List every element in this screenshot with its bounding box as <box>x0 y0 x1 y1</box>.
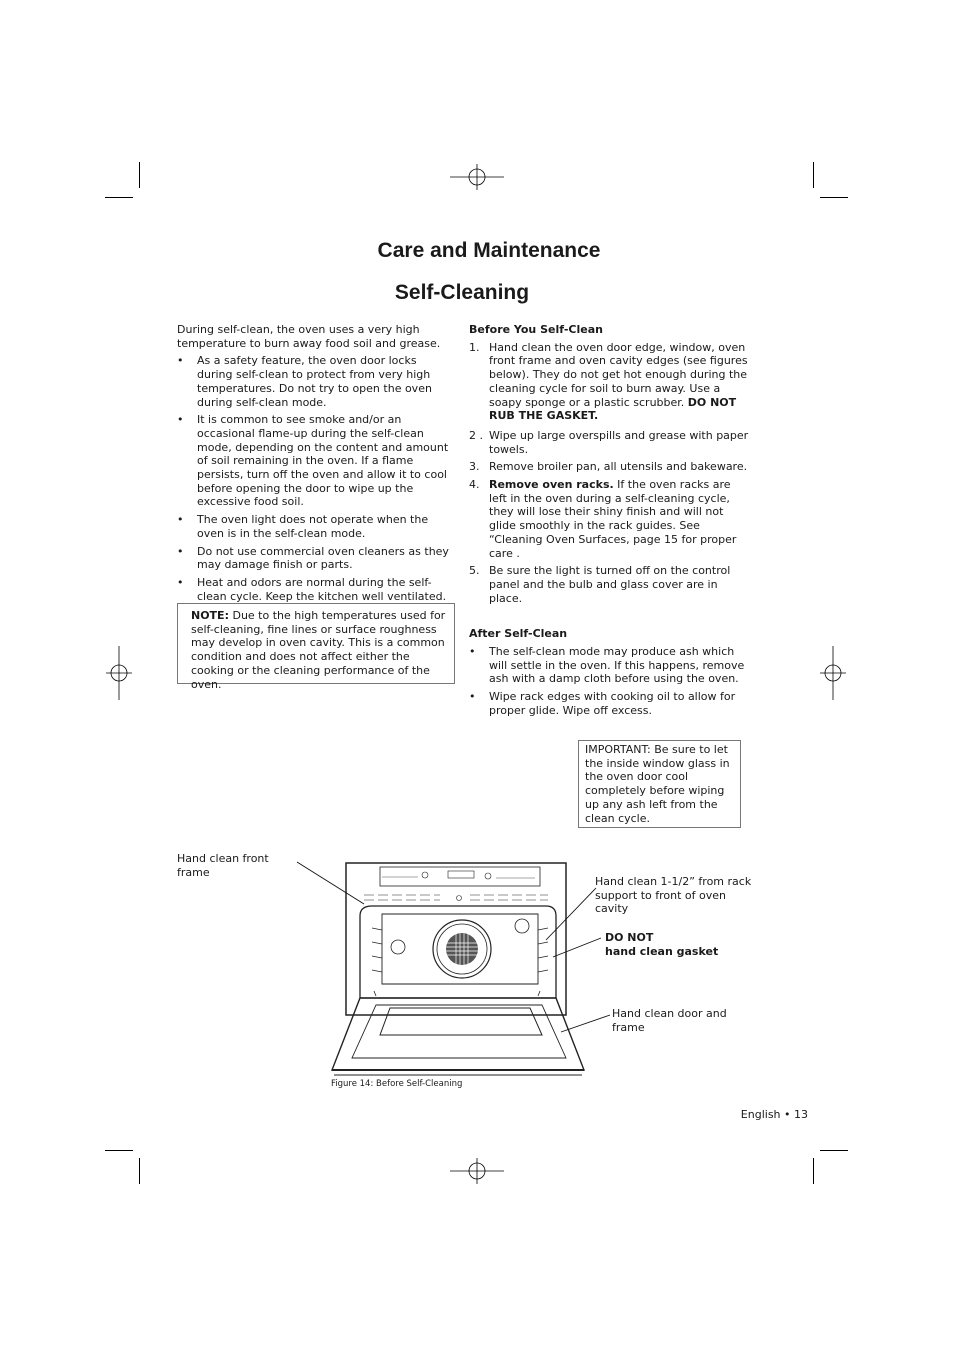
after-heading: After Self-Clean <box>469 627 568 641</box>
note-label: NOTE: <box>191 609 229 622</box>
note-text: Due to the high temperatures used for self-cleaning, fine lines or surface roughness may develop in oven cavity. This is a common condition and does not affect either the cooking or the cleaning performance of the oven. <box>191 609 446 691</box>
item-number: 5. <box>469 564 480 578</box>
label-rack-support: Hand clean 1-1/2” from rack support to front of oven cavity <box>595 875 752 916</box>
label-door-frame: Hand clean door and frame <box>612 1007 727 1034</box>
page-title: Care and Maintenance <box>377 239 601 262</box>
item-text: Wipe up large overspills and grease with paper towels. <box>489 428 749 456</box>
intro-paragraph: During self-clean, the oven uses a very high temperature to burn away food soil and grease. <box>177 323 441 350</box>
label-gasket-line-2: hand clean gasket <box>605 944 719 958</box>
item-warning: DO NOT RUB THE GASKET. <box>489 395 737 423</box>
list-item: • The self-clean mode may produce ash which will settle in the oven. If this happens, remove ash with a damp cloth before using the oven. <box>469 645 751 686</box>
item-text: Remove broiler pan, all utensils and bakeware. <box>489 460 748 474</box>
before-heading: Before You Self-Clean <box>469 323 603 336</box>
item-text: If the oven racks are left in the oven during a self-cleaning cycle, they will lose their shiny finish and will not glide smoothly in the rack guides. See “Cleaning Oven Surfaces, page 15 for proper care . <box>489 478 737 560</box>
important-box: IMPORTANT: Be sure to let the inside window glass in the oven door cool completely before wiping up any ash left from the clean cycle. <box>578 740 741 828</box>
item-number: 4. <box>469 478 480 492</box>
label-front-frame: Hand clean front frame <box>177 852 269 879</box>
label-gasket-warning <box>605 931 745 958</box>
label-gasket-line-1: DO NOT <box>605 931 654 944</box>
item-text: Hand clean the oven door edge, window, oven front frame and oven cavity edges (see figures below). They do not get hot enough during the cleaning cycle for soil to burn away. Use a soapy sponge or a plastic scrubber. <box>489 340 748 409</box>
item-number: 3. <box>469 460 480 474</box>
page-footer: English • 13 <box>740 1108 808 1121</box>
list-item: • The oven light does not operate when the oven is in the self-clean mode. <box>177 513 455 540</box>
item-number: 2 . <box>469 428 483 442</box>
item-lead: Remove oven racks. <box>489 478 614 492</box>
list-item: • Heat and odors are normal during the self-clean cycle. Keep the kitchen well ventilated. <box>177 576 455 603</box>
list-item: • Do not use commercial oven cleaners as they may damage finish or parts. <box>177 545 455 572</box>
list-item: • It is common to see smoke and/or an occasional flame-up during the self-clean mode, depending on the content and amount of soil remaining in the oven. If a flame persists, turn off the oven and allow it to cool before opening the door to wipe up the excessive food soil. <box>177 413 455 509</box>
list-item: • Wipe rack edges with cooking oil to allow for proper glide. Wipe off excess. <box>469 690 751 717</box>
figure-caption: Figure 14: Before Self-Cleaning <box>331 1079 463 1089</box>
list-item: • As a safety feature, the oven door locks during self-clean to protect from very high temperatures. Do not try to open the oven during self-clean mode. <box>177 354 455 409</box>
item-number: 1. <box>469 340 480 354</box>
section-title: Self-Cleaning <box>394 281 530 304</box>
item-text: Be sure the light is turned off on the control panel and the bulb and glass cover are in place. <box>489 564 731 605</box>
